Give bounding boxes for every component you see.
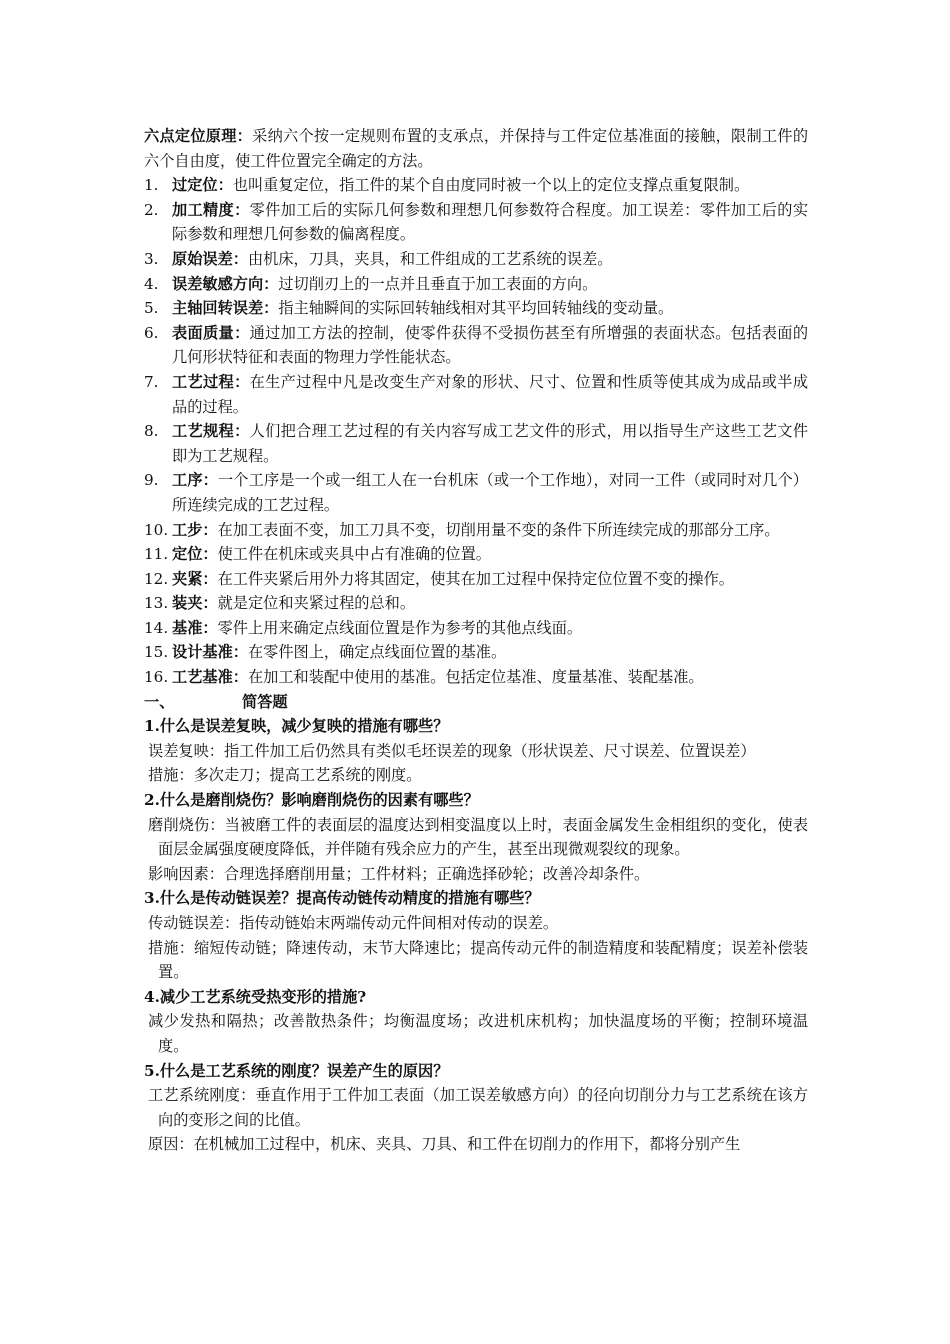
section-title: 简答题 [242, 692, 288, 711]
section-number: 一、 [144, 692, 175, 711]
item-number: 16. [144, 668, 169, 687]
item-number: 14. [144, 618, 169, 637]
answer-paragraph: 磨削烧伤：当被磨工件的表面层的温度达到相变温度以上时，表面金属发生金相组织的变化，使表面层金属强度硬度降低，并伴随有残余应力的产生，甚至出现微观裂纹的现象。 [148, 815, 808, 859]
item-number: 11. [144, 545, 169, 564]
item-number: 6. [144, 323, 159, 342]
item-term: 过定位： [172, 176, 233, 195]
item-number: 13. [144, 594, 169, 613]
answer-paragraph: 传动链误差：指传动链始末两端传动元件间相对传动的误差。 [148, 914, 559, 932]
item-number: 10. [144, 520, 169, 539]
item-text: 在加工和装配中使用的基准。包括定位基准、度量基准、装配基准。 [247, 668, 704, 687]
intro-text: 采纳六个按一定规则布置的支承点，并保持与工件定位基准面的接触，限制工件的六个自由度，使工件位置完全确定的方法。 [144, 127, 809, 170]
item-text: 在零件图上，确定点线面位置的基准。 [247, 643, 507, 662]
list-item [144, 370, 808, 419]
answer-paragraph: 影响因素：合理选择磨削用量；工件材料；正确选择砂轮；改善冷却条件。 [148, 864, 650, 883]
item-number: 4. [144, 274, 159, 293]
answer-paragraph: 减少发热和隔热；改善散热条件；均衡温度场；改进机床机构；加快温度场的平衡；控制环境温度。 [148, 1012, 808, 1055]
list-item [144, 640, 808, 665]
item-term: 工艺规程： [172, 422, 250, 441]
item-text: 零件加工后的实际几何参数和理想几何参数符合程度。加工误差：零件加工后的实际参数和理想几何参数的偏离程度。 [172, 200, 809, 244]
question-heading: 4.减少工艺系统受热变形的措施? [144, 987, 367, 1006]
question-heading: 2.什么是磨削烧伤？影响磨削烧伤的因素有哪些？ [144, 791, 479, 810]
item-number: 12. [144, 569, 169, 588]
item-number: 7. [144, 372, 159, 391]
list-item [144, 542, 808, 567]
item-term: 表面质量： [172, 323, 250, 342]
answer-paragraph: 工艺系统刚度：垂直作用于工件加工表面（加工误差敏感方向）的径向切削分力与工艺系统在该方向的变形之间的比值。 [148, 1086, 808, 1129]
item-term: 设计基准： [172, 643, 248, 662]
item-text: 通过加工方法的控制，使零件获得不受损伤甚至有所增强的表面状态。包括表面的几何形状特征和表面的物理力学性能状态。 [172, 323, 809, 367]
item-number: 9. [144, 471, 159, 490]
list-item [144, 296, 808, 321]
answer-paragraph: 措施：缩短传动链；降速传动，末节大降速比；提高传动元件的制造精度和装配精度；误差补偿装置。 [148, 938, 808, 982]
item-number: 1. [144, 176, 159, 195]
item-text: 指主轴瞬间的实际回转轴线相对其平均回转轴线的变动量。 [278, 299, 674, 318]
list-item [144, 591, 808, 616]
item-term: 加工精度： [172, 200, 250, 219]
list-item [144, 321, 808, 370]
item-term: 装夹： [172, 594, 218, 613]
list-item [144, 419, 808, 468]
item-text: 在工件夹紧后用外力将其固定，使其在加工过程中保持定位位置不变的操作。 [217, 569, 734, 588]
item-term: 误差敏感方向： [172, 274, 279, 293]
definition-list [144, 173, 808, 689]
item-text: 过切削刃上的一点并且垂直于加工表面的方向。 [278, 274, 598, 293]
answer-paragraph: 措施：多次走刀；提高工艺系统的刚度。 [148, 766, 422, 785]
question-heading: 1.什么是误差复映，减少复映的措施有哪些？ [144, 717, 449, 736]
list-item [144, 665, 808, 690]
item-text: 由机床，刀具，夹具，和工件组成的工艺系统的误差。 [247, 249, 613, 268]
list-item [144, 616, 808, 641]
list-item [144, 247, 808, 272]
answer-paragraph: 原因：在机械加工过程中，机床、夹具、刀具、和工件在切削力的作用下，都将分别产生 [148, 1135, 741, 1154]
item-term: 原始误差： [172, 249, 248, 268]
item-text: 就是定位和夹紧过程的总和。 [217, 594, 415, 613]
intro-paragraph [144, 124, 808, 173]
question-heading: 3.什么是传动链误差？提高传动链传动精度的措施有哪些？ [144, 889, 540, 908]
intro-term: 六点定位原理： [144, 127, 253, 145]
item-number: 2. [144, 200, 159, 219]
item-text: 在加工表面不变，加工刀具不变，切削用量不变的条件下所连续完成的那部分工序。 [217, 520, 780, 539]
item-term: 定位： [172, 545, 218, 564]
list-item [144, 518, 808, 543]
list-item [144, 173, 808, 198]
item-text: 在生产过程中凡是改变生产对象的形状、尺寸、位置和性质等使其成为成品或半成品的过程。 [172, 372, 809, 416]
item-text: 使工件在机床或夹具中占有准确的位置。 [217, 545, 491, 564]
list-item [144, 567, 808, 592]
item-term: 工艺过程： [172, 372, 250, 391]
section-heading [144, 690, 808, 715]
item-text: 人们把合理工艺过程的有关内容写成工艺文件的形式，用以指导生产这些工艺文件即为工艺规程。 [172, 422, 809, 465]
item-term: 基准： [172, 618, 218, 637]
list-item [144, 272, 808, 297]
question-heading: 5.什么是工艺系统的刚度？误差产生的原因？ [144, 1061, 449, 1080]
item-number: 15. [144, 643, 169, 662]
item-term: 工艺基准： [172, 668, 248, 687]
item-term: 主轴回转误差： [172, 299, 279, 318]
item-text: 一个工序是一个或一组工人在一台机床（或一个工作地），对同一工件（或同时对几个）所连续完成的工艺过程。 [172, 471, 808, 514]
item-term: 夹紧： [172, 569, 218, 588]
item-term: 工步： [172, 520, 218, 539]
item-term: 工序： [172, 471, 218, 490]
item-number: 8. [144, 422, 159, 441]
item-number: 3. [144, 249, 159, 268]
list-item [144, 468, 808, 517]
list-item [144, 198, 808, 247]
item-number: 5. [144, 299, 159, 318]
document-body [144, 124, 808, 1157]
item-text: 零件上用来确定点线面位置是作为参考的其他点线面。 [217, 618, 583, 637]
answer-paragraph: 误差复映：指工件加工后仍然具有类似毛坯误差的现象（形状误差、尺寸误差、位置误差） [148, 741, 756, 760]
item-text: 也叫重复定位，指工件的某个自由度同时被一个以上的定位支撑点重复限制。 [232, 176, 750, 195]
